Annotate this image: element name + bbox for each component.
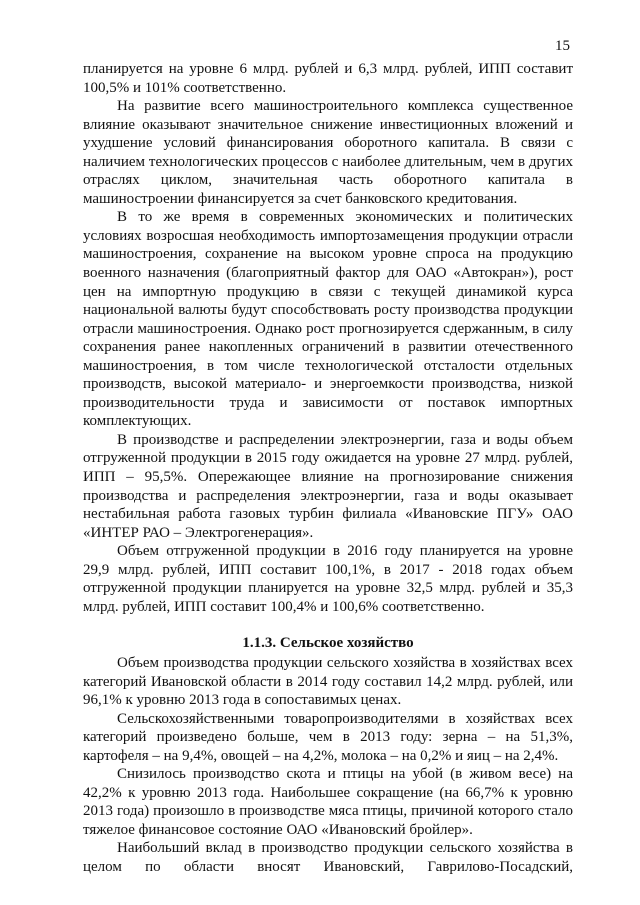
paragraph-livestock-decline: Снизилось производство скота и птицы на убой (в живом весе) на 42,2% к уровню 2013 года. Наибольшее сокращение (на 66,7% к уровню 2013 года) произошло в производстве мяса птицы, причиной которого стало тяжелое финансовое состояние ОАО «Ивановский бройлер». bbox=[83, 766, 573, 838]
page-number: 15 bbox=[555, 38, 570, 54]
paragraph-district-contribution: Наибольший вклад в производство продукции сельского хозяйства в целом по области вносят Ивановский, Гаврилово-Посадский, bbox=[83, 840, 573, 875]
paragraph-agriculture-volume: Объем производства продукции сельского хозяйства в хозяйствах всех категорий Ивановской области в 2014 году составил 14,2 млрд. рублей, или 96,1% к уровню 2013 года в сопоставимых ценах. bbox=[83, 654, 573, 709]
paragraph-agriculture-growth: Сельскохозяйственными товаропроизводителями в хозяйствах всех категорий произведено больше, чем в 2013 году: зерна – на 51,3%, картофеля – на 9,4%, овощей – на 4,2%, молока – на 0,2% и яиц – на 2,4%. bbox=[83, 710, 573, 764]
paragraph-import-substitution: В то же время в современных экономических и политических условиях возросшая необходимость импортозамещения продукции отрасли машиностроения, сохранение на высоком уровне спроса на продукцию военного назначения (благоприятный фактор для ОАО «Автокран»), рост цен на импортную продукцию в связи с текущей динамикой курса национальной валюты будут способствовать росту производства продукции отрасли машиностроения. Однако рост прогнозируется сдержанным, в силу сохранения ранее накопленных ограничений в развитии отечественного машиностроения, в том числе технологической отсталости отдельных производств, высокой материало- и энергоемкости производства, низкой производительности труда и зависимости от поставок импортных комплектующих. bbox=[83, 209, 573, 430]
paragraph-electricity-production: В производстве и распределении электроэнергии, газа и воды объем отгруженной продукции в 2015 году ожидается на уровне 27 млрд. рублей, ИПП – 95,5%. Опережающее влияние на прогнозирование снижения производства и распределения электроэнергии, газа и воды оказывает нестабильная работа газовых турбин филиала «Ивановские ПГУ» ОАО «ИНТЕР РАО – Электрогенерация». bbox=[83, 431, 573, 541]
paragraph-shipment-forecast: Объем отгруженной продукции в 2016 году планируется на уровне 29,9 млрд. рублей, ИПП составит 100,1%, в 2017 - 2018 годах объем отгруженной продукции планируется на уровне 32,5 млрд. рублей и 35,3 млрд. рублей, ИПП составит 100,4% и 100,6% соответственно. bbox=[83, 543, 573, 615]
section-heading-agriculture: 1.1.3. Сельское хозяйство bbox=[242, 635, 414, 652]
paragraph-continuation: планируется на уровне 6 млрд. рублей и 6,3 млрд. рублей, ИПП составит 100,5% и 101% соответственно. bbox=[83, 61, 573, 96]
paragraph-machine-building-financing: На развитие всего машиностроительного комплекса существенное влияние оказывают значительное снижение инвестиционных вложений и ухудшение условий финансирования оборотного капитала. В связи с наличием технологических процессов с наиболее длительным, чем в других отраслях циклом, значительная часть оборотного капитала в машиностроении финансируется за счет банковского кредитования. bbox=[83, 98, 573, 207]
document-body bbox=[83, 60, 573, 877]
